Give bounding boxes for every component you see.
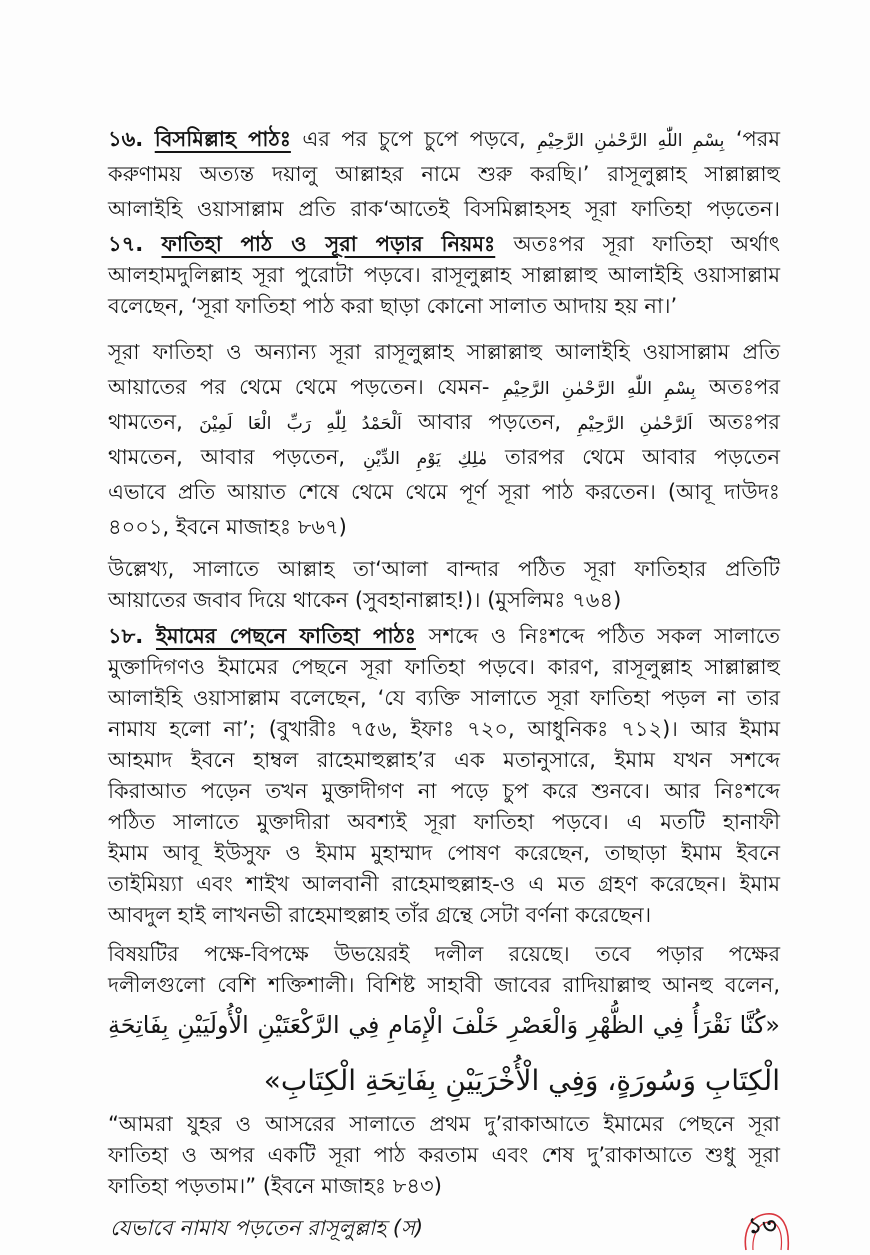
section-17-fatiha-rules xyxy=(108,229,780,322)
text-line xyxy=(108,229,780,260)
section-heading: ফাতিহা পাঠ ও সূরা পড়ার নিয়ম xyxy=(161,232,496,256)
arabic-hadith xyxy=(108,998,780,1108)
arabic-verse: اَلرَّحْمٰنِ الرَّحِيْمِ xyxy=(577,414,693,434)
arabic-line: «كُنَّا نَقْرَأُ فِي الظُّهْرِ وَالْعَصْرِ خَلْفَ الْإِمَامِ فِي الرَّكْعَتَيْنِ الْأُولَيَيْنِ بِفَاتِحَةِ xyxy=(108,1011,780,1039)
text-line: বিষয়টির পক্ষে-বিপক্ষে উভয়েরই দলীল রয়েছে। তবে পড়ার পক্ষের xyxy=(108,942,780,966)
text-line: মুক্তাদিগণও ইমামের পেছনে সূরা ফাতিহা পড়বে। কারণ, রাসূলুল্লাহ সাল্লাল্লাহু xyxy=(108,655,780,679)
running-footer-title: যেভাবে নামায পড়তেন রাসূলুল্লাহ (স) xyxy=(110,1216,424,1240)
text-line: ফাতিহা ও অপর একটি সূরা পাঠ করতাম এবং শেষ দু’রাকাআতে শুধু সূরা xyxy=(108,1143,780,1167)
text-line xyxy=(108,405,780,440)
text-line: আলহামদুলিল্লাহ সূরা পুরোটা পড়বে। রাসূলুল্লাহ সাল্লাল্লাহু আলাইহি ওয়াসাল্লাম xyxy=(108,263,780,287)
section-heading: বিসমিল্লাহ পাঠ xyxy=(154,127,291,151)
line-text: অতঃপর xyxy=(709,375,780,399)
section-number: ১৭. xyxy=(108,232,144,256)
text-line: “আমরা যুহর ও আসরের সালাতে প্রথম দু’রাকাআতে ইমামের পেছনে সূরা xyxy=(108,1112,780,1136)
text-line xyxy=(108,440,780,475)
text-line: করুণাময় অত্যন্ত দয়ালু আল্লাহর নামে শুরু করছি।’ রাসূলুল্লাহ সাল্লাল্লাহু xyxy=(108,162,780,186)
recitation-paragraph xyxy=(108,335,780,545)
line-text: থামতেন, আবার পড়তেন, xyxy=(108,445,346,469)
text-line: পঠিত সালাতে মুক্তাদীরা অবশ্যই সূরা ফাতিহা পড়বে। এ মতটি হানাফী xyxy=(108,810,780,834)
hadith-translation xyxy=(108,1109,780,1202)
text-line: ৪০০১, ইবনে মাজাহঃ ৮৬৭) xyxy=(108,515,347,539)
text-line: আয়াতের জবাব দিয়ে থাকেন (সুবহানাল্লাহ!)। (মুসলিমঃ ৭৬৪) xyxy=(108,588,622,612)
text-line: সূরা ফাতিহা ও অন্যান্য সূরা রাসূলুল্লাহ সাল্লাল্লাহু আলাইহি ওয়াসাল্লাম প্রতি xyxy=(108,340,780,364)
text-line: আলাইহি ওয়াসাল্লাম প্রতি রাক‘আতেই বিসমিল্লাহসহ সূরা ফাতিহা পড়তেন। xyxy=(108,197,780,221)
page-number: ১৩ xyxy=(748,1214,777,1239)
evidence-paragraph xyxy=(108,939,780,1001)
text-line: বলেছেন, ‘সূরা ফাতিহা পাঠ করা ছাড়া কোনো সালাত আদায় হয় না।’ xyxy=(108,294,678,318)
line-text: সশব্দে ও নিঃশব্দে পঠিত সকল সালাতে xyxy=(428,624,780,648)
text-line: আলাইহি ওয়াসাল্লাম বলেছেন, ‘যে ব্যক্তি সালাতে সূরা ফাতিহা পড়ল না তার xyxy=(108,686,780,710)
text-line: কিরাআত পড়েন তখন মুক্তাদীগণ না পড়ে চুপ করে শুনবে। আর নিঃশব্দে xyxy=(108,779,780,803)
text-line: দলীলগুলো বেশি শক্তিশালী। বিশিষ্ট সাহাবী জাবের রাদিয়াল্লাহু আনহু বলেন, xyxy=(108,973,780,997)
line-text: থামতেন, xyxy=(108,410,183,434)
line-text: এর পর চুপে চুপে পড়বে, xyxy=(302,127,526,151)
text-line: আহমাদ ইবনে হাম্বল রাহেমাহুল্লাহ’র এক মতানুসারে, ইমাম যখন সশব্দে xyxy=(108,748,780,772)
line-text: আয়াতের পর থেমে থেমে পড়তেন। যেমন- xyxy=(108,375,490,399)
section-number: ১৮. xyxy=(108,624,144,648)
line-text: তারপর থেমে আবার পড়তেন xyxy=(505,445,780,469)
text-line: এভাবে প্রতি আয়াত শেষে থেমে থেমে পূর্ণ সূরা পাঠ করতেন। (আবূ দাউদঃ xyxy=(108,480,780,504)
section-16-bismillah xyxy=(108,122,780,227)
text-line: তাইমিয়্যা এবং শাইখ আলবানী রাহেমাহুল্লাহ-ও এ মত গ্রহণ করেছেন। ইমাম xyxy=(108,872,780,896)
section-number: ১৬. xyxy=(108,127,144,151)
arabic-verse: مٰلِكِ يَوْمِ الدِّيْنِ xyxy=(363,449,488,469)
arabic-verse: بِسْمِ اللّٰهِ الرَّحْمٰنِ الرَّحِيْمِ xyxy=(502,379,696,399)
arabic-verse: اَلْحَمْدُ لِلّٰهِ رَبِّ الْعَا لَمِيْنَ xyxy=(199,414,402,434)
note-paragraph xyxy=(108,554,780,616)
line-text: অতঃপর xyxy=(709,410,780,434)
section-heading: ইমামের পেছনে ফাতিহা পাঠ xyxy=(155,624,416,648)
text-line: ইমাম আবূ ইউসুফ ও ইমাম মুহাম্মাদ পোষণ করেছেন, তাছাড়া ইমাম ইবনে xyxy=(108,841,780,865)
arabic-line: الْكِتَابِ وَسُورَةٍ، وَفِي الْأُخْرَيَيْنِ بِفَاتِحَةِ الْكِتَابِ» xyxy=(263,1064,780,1097)
text-line: উল্লেখ্য, সালাতে আল্লাহ তা‘আলা বান্দার পঠিত সূরা ফাতিহার প্রতিটি xyxy=(108,557,780,581)
line-text: আবার পড়তেন, xyxy=(418,410,562,434)
section-18-fatiha-behind-imam xyxy=(108,621,780,931)
text-line: নামায হলো না’; (বুখারীঃ ৭৫৬, ইফাঃ ৭২০, আধুনিকঃ ৭১২)। আর ইমাম xyxy=(108,717,780,741)
text-line xyxy=(108,621,780,652)
arabic-bismillah: بِسْمِ اللّٰهِ الرَّحْمٰنِ الرَّحِيْمِ xyxy=(537,131,725,151)
line-text: অতঃপর সূরা ফাতিহা অর্থাৎ xyxy=(513,232,780,256)
text-line xyxy=(108,122,780,157)
text-line xyxy=(108,370,780,405)
line-text: ‘পরম xyxy=(735,127,780,151)
text-line: আবদুল হাই লাখনভী রাহেমাহুল্লাহ তাঁর গ্রন্থে সেটা বর্ণনা করেছেন। xyxy=(108,903,652,927)
text-line: ফাতিহা পড়তাম।” (ইবনে মাজাহঃ ৮৪৩) xyxy=(108,1174,442,1198)
